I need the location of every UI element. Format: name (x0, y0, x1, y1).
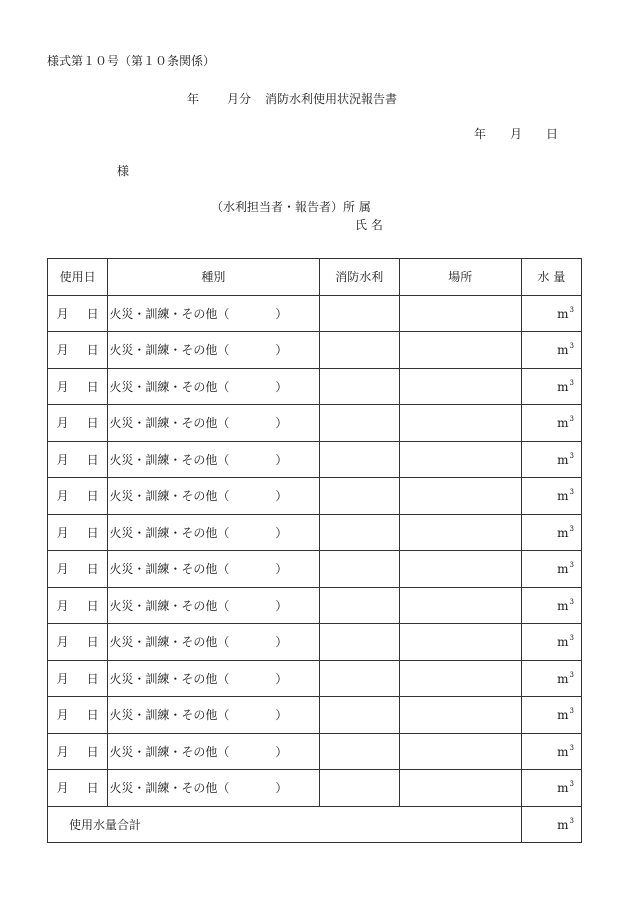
volume-unit: m (557, 416, 569, 431)
day-label: 日 (86, 525, 99, 540)
usage-table (47, 258, 582, 843)
place-cell[interactable] (399, 770, 521, 807)
table-row (48, 587, 582, 624)
kind-cell[interactable] (108, 660, 319, 697)
volume-unit: m (557, 452, 569, 467)
kind-options: 火災・訓練・その他（ (109, 744, 230, 759)
month-label: 月 (56, 489, 69, 504)
kind-close-paren: ） (275, 671, 288, 686)
volume-unit-sup: 3 (569, 670, 574, 679)
hydrant-cell[interactable] (319, 441, 399, 478)
kind-cell[interactable] (108, 733, 319, 770)
kind-close-paren: ） (275, 525, 288, 540)
volume-cell[interactable] (521, 624, 581, 661)
place-cell[interactable] (399, 478, 521, 515)
table-row (48, 368, 582, 405)
volume-unit: m (557, 744, 569, 759)
month-label: 月 (56, 744, 69, 759)
hydrant-cell[interactable] (319, 478, 399, 515)
table-row (48, 405, 582, 442)
table-row (48, 441, 582, 478)
volume-unit-sup: 3 (569, 488, 574, 497)
volume-unit-sup: 3 (569, 561, 574, 570)
table-row (48, 733, 582, 770)
volume-unit-sup: 3 (569, 451, 574, 460)
kind-close-paren: ） (275, 598, 288, 613)
place-cell[interactable] (399, 405, 521, 442)
kind-options: 火災・訓練・その他（ (109, 306, 230, 321)
kind-options: 火災・訓練・その他（ (109, 781, 230, 796)
volume-unit-sup: 3 (569, 415, 574, 424)
table-header-row (48, 259, 582, 296)
date-cell[interactable] (48, 770, 108, 807)
column-header-hydrant: 消防水利 (319, 259, 399, 296)
kind-close-paren: ） (275, 635, 288, 650)
column-header-kind: 種別 (108, 259, 319, 296)
volume-cell[interactable] (521, 368, 581, 405)
reporter-name-label: 氏 名 (355, 218, 383, 232)
hydrant-cell[interactable] (319, 697, 399, 734)
kind-close-paren: ） (275, 452, 288, 467)
form-number: 様式第１０号（第１０条関係） (47, 54, 216, 68)
kind-cell[interactable] (108, 405, 319, 442)
volume-unit-sup: 3 (569, 743, 574, 752)
addressee-label: 様 (117, 164, 130, 178)
table-row (48, 624, 582, 661)
kind-cell[interactable] (108, 332, 319, 369)
volume-cell[interactable] (521, 770, 581, 807)
month-label: 月 (56, 452, 69, 467)
kind-close-paren: ） (275, 343, 288, 358)
date-cell[interactable] (48, 697, 108, 734)
date-cell[interactable] (48, 295, 108, 332)
kind-close-paren: ） (275, 416, 288, 431)
reporter-affiliation-label: （水利担当者・報告者）所 属 (211, 200, 371, 214)
volume-unit: m (557, 525, 569, 540)
date-cell[interactable] (48, 660, 108, 697)
day-label: 日 (86, 452, 99, 467)
volume-unit: m (557, 379, 569, 394)
date-cell[interactable] (48, 441, 108, 478)
month-label: 月 (56, 343, 69, 358)
date-cell[interactable] (48, 514, 108, 551)
volume-unit: m (557, 635, 569, 650)
kind-options: 火災・訓練・その他（ (109, 708, 230, 723)
volume-cell[interactable] (521, 478, 581, 515)
volume-unit: m (557, 781, 569, 796)
hydrant-cell[interactable] (319, 368, 399, 405)
kind-close-paren: ） (275, 306, 288, 321)
kind-cell[interactable] (108, 770, 319, 807)
day-label: 日 (86, 343, 99, 358)
report-date (474, 125, 558, 142)
kind-cell[interactable] (108, 478, 319, 515)
date-year-label: 年 (474, 127, 487, 141)
date-day-label: 日 (546, 127, 559, 141)
kind-close-paren: ） (275, 708, 288, 723)
total-unit: m (557, 817, 569, 832)
kind-options: 火災・訓練・その他（ (109, 598, 230, 613)
place-cell[interactable] (399, 697, 521, 734)
date-month-label: 月 (510, 127, 523, 141)
kind-options: 火災・訓練・その他（ (109, 416, 230, 431)
kind-cell[interactable] (108, 587, 319, 624)
hydrant-cell[interactable] (319, 332, 399, 369)
day-label: 日 (86, 671, 99, 686)
title-month-label: 月分 (227, 92, 252, 106)
total-label: 使用水量合計 (48, 806, 522, 843)
month-label: 月 (56, 562, 69, 577)
volume-cell[interactable] (521, 697, 581, 734)
volume-cell[interactable] (521, 587, 581, 624)
month-label: 月 (56, 635, 69, 650)
kind-close-paren: ） (275, 562, 288, 577)
date-cell[interactable] (48, 332, 108, 369)
hydrant-cell[interactable] (319, 770, 399, 807)
day-label: 日 (86, 379, 99, 394)
hydrant-cell[interactable] (319, 514, 399, 551)
volume-unit-sup: 3 (569, 634, 574, 643)
table-row (48, 770, 582, 807)
date-cell[interactable] (48, 624, 108, 661)
volume-cell[interactable] (521, 441, 581, 478)
place-cell[interactable] (399, 295, 521, 332)
day-label: 日 (86, 635, 99, 650)
date-cell[interactable] (48, 733, 108, 770)
kind-options: 火災・訓練・その他（ (109, 562, 230, 577)
table-row (48, 514, 582, 551)
month-label: 月 (56, 379, 69, 394)
total-volume-cell (521, 806, 581, 843)
day-label: 日 (86, 744, 99, 759)
kind-options: 火災・訓練・その他（ (109, 671, 230, 686)
month-label: 月 (56, 416, 69, 431)
volume-unit-sup: 3 (569, 305, 574, 314)
column-header-place: 場所 (399, 259, 521, 296)
volume-unit: m (557, 489, 569, 504)
volume-unit-sup: 3 (569, 707, 574, 716)
kind-options: 火災・訓練・その他（ (109, 489, 230, 504)
place-cell[interactable] (399, 660, 521, 697)
month-label: 月 (56, 781, 69, 796)
day-label: 日 (86, 489, 99, 504)
report-title (187, 90, 397, 107)
table-row (48, 660, 582, 697)
place-cell[interactable] (399, 514, 521, 551)
day-label: 日 (86, 708, 99, 723)
volume-cell[interactable] (521, 514, 581, 551)
title-year-label: 年 (187, 92, 200, 106)
day-label: 日 (86, 306, 99, 321)
place-cell[interactable] (399, 624, 521, 661)
volume-cell[interactable] (521, 733, 581, 770)
kind-close-paren: ） (275, 781, 288, 796)
hydrant-cell[interactable] (319, 733, 399, 770)
kind-cell[interactable] (108, 514, 319, 551)
volume-unit-sup: 3 (569, 378, 574, 387)
day-label: 日 (86, 781, 99, 796)
table-row (48, 478, 582, 515)
month-label: 月 (56, 708, 69, 723)
volume-cell[interactable] (521, 660, 581, 697)
place-cell[interactable] (399, 441, 521, 478)
hydrant-cell[interactable] (319, 624, 399, 661)
place-cell[interactable] (399, 587, 521, 624)
kind-cell[interactable] (108, 697, 319, 734)
date-cell[interactable] (48, 551, 108, 588)
total-unit-sup: 3 (569, 816, 574, 825)
volume-unit: m (557, 598, 569, 613)
day-label: 日 (86, 416, 99, 431)
table-row (48, 697, 582, 734)
volume-unit-sup: 3 (569, 597, 574, 606)
volume-unit: m (557, 343, 569, 358)
kind-options: 火災・訓練・その他（ (109, 379, 230, 394)
date-cell[interactable] (48, 587, 108, 624)
column-header-date: 使用日 (48, 259, 108, 296)
month-label: 月 (56, 598, 69, 613)
hydrant-cell[interactable] (319, 660, 399, 697)
volume-cell[interactable] (521, 295, 581, 332)
volume-unit: m (557, 671, 569, 686)
table-row (48, 332, 582, 369)
table-row (48, 295, 582, 332)
kind-cell[interactable] (108, 551, 319, 588)
kind-cell[interactable] (108, 295, 319, 332)
kind-options: 火災・訓練・その他（ (109, 635, 230, 650)
kind-close-paren: ） (275, 744, 288, 759)
month-label: 月 (56, 306, 69, 321)
date-cell[interactable] (48, 478, 108, 515)
place-cell[interactable] (399, 733, 521, 770)
kind-cell[interactable] (108, 368, 319, 405)
place-cell[interactable] (399, 551, 521, 588)
place-cell[interactable] (399, 332, 521, 369)
volume-unit-sup: 3 (569, 780, 574, 789)
volume-unit: m (557, 708, 569, 723)
volume-unit: m (557, 306, 569, 321)
column-header-volume: 水 量 (521, 259, 581, 296)
volume-cell[interactable] (521, 405, 581, 442)
place-cell[interactable] (399, 368, 521, 405)
day-label: 日 (86, 562, 99, 577)
date-cell[interactable] (48, 368, 108, 405)
kind-close-paren: ） (275, 379, 288, 394)
kind-cell[interactable] (108, 624, 319, 661)
title-text: 消防水利使用状況報告書 (265, 92, 398, 106)
kind-options: 火災・訓練・その他（ (109, 343, 230, 358)
table-row (48, 551, 582, 588)
date-cell[interactable] (48, 405, 108, 442)
hydrant-cell[interactable] (319, 295, 399, 332)
hydrant-cell[interactable] (319, 405, 399, 442)
kind-cell[interactable] (108, 441, 319, 478)
volume-cell[interactable] (521, 332, 581, 369)
day-label: 日 (86, 598, 99, 613)
month-label: 月 (56, 525, 69, 540)
hydrant-cell[interactable] (319, 587, 399, 624)
total-row (48, 806, 582, 843)
kind-options: 火災・訓練・その他（ (109, 525, 230, 540)
volume-unit-sup: 3 (569, 342, 574, 351)
kind-close-paren: ） (275, 489, 288, 504)
hydrant-cell[interactable] (319, 551, 399, 588)
month-label: 月 (56, 671, 69, 686)
volume-unit: m (557, 562, 569, 577)
kind-options: 火災・訓練・その他（ (109, 452, 230, 467)
volume-unit-sup: 3 (569, 524, 574, 533)
volume-cell[interactable] (521, 551, 581, 588)
